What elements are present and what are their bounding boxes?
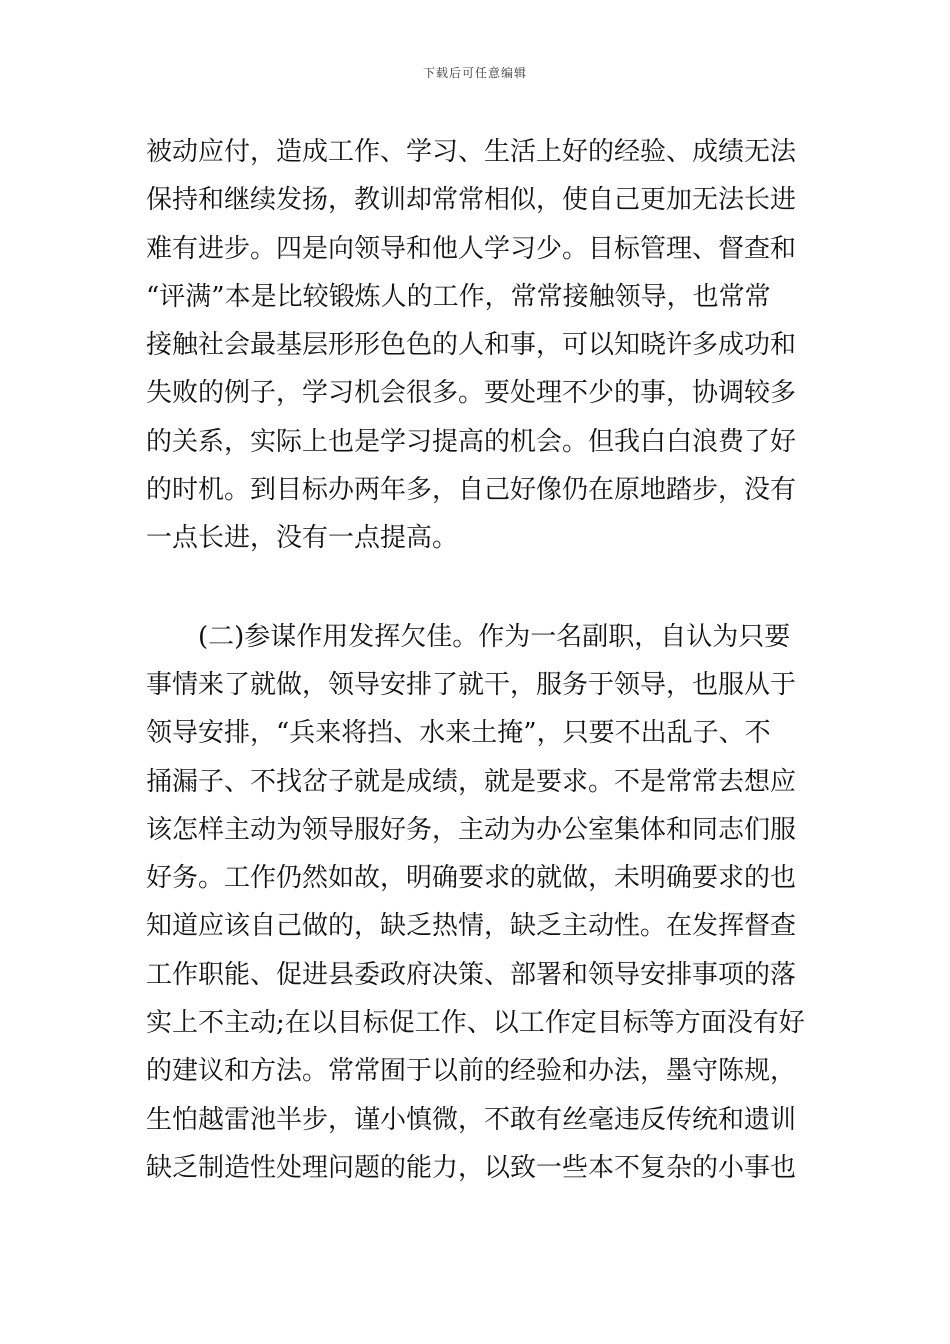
- document-body: [146, 128, 810, 1192]
- page-header: 下载后可任意编辑: [422, 66, 527, 80]
- text-line: 实上不主动;在以目标促工作、以工作定目标等方面没有好: [146, 1008, 805, 1039]
- text-line: 的建议和方法。常常囿于以前的经验和办法，墨守陈规，: [146, 1056, 797, 1087]
- text-line: 保持和继续发扬，教训却常常相似，使自己更加无法长进: [146, 185, 797, 216]
- text-line: 一点长进，没有一点提高。: [146, 523, 459, 554]
- text-line: 生怕越雷池半步，谨小慎微，不敢有丝毫违反传统和遗训: [146, 1104, 797, 1135]
- text-line: (二)参谋作用发挥欠佳。作为一名副职，自认为只要: [198, 621, 791, 652]
- text-line: 事情来了就做，领导安排了就干，服务于领导，也服从于: [146, 669, 797, 700]
- text-line: “评满”本是比较锻炼人的工作，常常接触领导，也常常: [146, 281, 771, 312]
- text-line: 失败的例子，学习机会很多。要处理不少的事，协调较多: [146, 378, 797, 409]
- text-line: 知道应该自己做的，缺乏热情，缺乏主动性。在发挥督查: [146, 911, 797, 942]
- text-line: 领导安排，“兵来将挡、水来土掩”，只要不出乱子、不: [146, 718, 771, 749]
- paragraph-1: [146, 128, 810, 563]
- text-line: 好务。工作仍然如故，明确要求的就做，未明确要求的也: [146, 863, 797, 894]
- text-line: 的关系，实际上也是学习提高的机会。但我白白浪费了好: [146, 426, 797, 457]
- text-line: 的时机。到目标办两年多，自己好像仍在原地踏步，没有: [146, 475, 797, 506]
- paragraph-2: [146, 613, 810, 1193]
- text-line: 缺乏制造性处理问题的能力，以致一些本不复杂的小事也: [146, 1152, 797, 1183]
- text-line: 被动应付，造成工作、学习、生活上好的经验、成绩无法: [146, 137, 797, 167]
- text-line: 难有进步。四是向领导和他人学习少。目标管理、督查和: [146, 233, 797, 264]
- text-line: 接触社会最基层形形色色的人和事，可以知晓许多成功和: [146, 330, 797, 361]
- paragraph-gap: [146, 563, 810, 613]
- text-line: 该怎样主动为领导服好务，主动为办公室集体和同志们服: [146, 814, 797, 845]
- text-line: 工作职能、促进县委政府决策、部署和领导安排事项的落: [146, 959, 797, 990]
- text-line: 捅漏子、不找岔子就是成绩，就是要求。不是常常去想应: [146, 766, 797, 797]
